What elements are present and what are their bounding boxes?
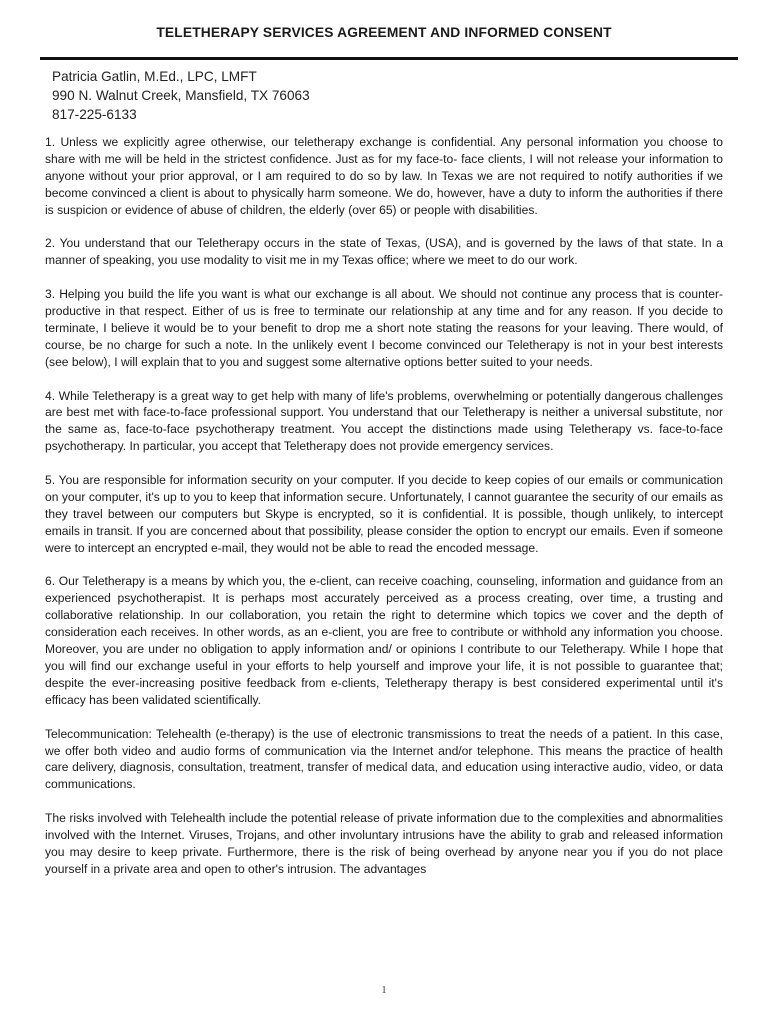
contact-block — [52, 67, 310, 124]
paragraph-jurisdiction: 2. You understand that our Teletherapy occurs in the state of Texas, (USA), and is governed by the laws of that state. In a manner of speaking, you use modality to visit me in my Texas office; where we meet to do our work. — [45, 236, 723, 268]
agreement-body — [45, 134, 723, 895]
office-address: 990 N. Walnut Creek, Mansfield, TX 76063 — [52, 88, 310, 103]
paragraph-limitations: 4. While Teletherapy is a great way to get help with many of life's problems, overwhelming or potentially dangerous challenges are best met with face-to-face professional support. You understand that our Teletherapy is neither a universal substitute, nor the same as, face-to-face psychotherapy treatment. You accept the distinctions made using Teletherapy vs. face-to-face psychotherapy. In particular, you accept that Teletherapy does not provide emergency services. — [45, 388, 723, 454]
title-divider — [40, 57, 738, 60]
page-number: 1 — [381, 985, 387, 996]
document-title: TELETHERAPY SERVICES AGREEMENT AND INFORMED CONSENT — [156, 25, 612, 40]
paragraph-risks: The risks involved with Telehealth include the potential release of private information due to the complexities and abnormalities involved with the Internet. Viruses, Trojans, and other involuntary intrusions have the ability to grab and released information you may desire to keep private. Furthermore, there is the risk of being overhead by anyone near you if you do not place yourself in a private area and open to other's intrusion. The advantages — [45, 811, 723, 876]
paragraph-telecommunication: Telecommunication: Telehealth (e-therapy) is the use of electronic transmissions to treat the needs of a patient. In this case, we offer both video and audio forms of communication via the Internet and/or telephone. This means the practice of health care delivery, diagnosis, consultation, treatment, transfer of medical data, and education using interactive audio, video, or data communications. — [45, 726, 723, 792]
phone-number: 817-225-6133 — [52, 107, 137, 122]
therapist-name: Patricia Gatlin, M.Ed., LPC, LMFT — [52, 69, 257, 84]
paragraph-teletherapy-nature: 6. Our Teletherapy is a means by which you, the e-client, can receive coaching, counseling, information and guidance from an experienced psychotherapist. It is perhaps most accurately perceived as a process creating, over time, a trusting and collaborative relationship. In our collaboration, you retain the right to determine which topics we cover and the depth of consideration each receives. In other words, as an e-client, you are free to contribute or withhold any information you choose. Moreover, you are under no obligation to apply information and/ or opinions I contribute to our Teletherapy. While I hope that you will find our exchange useful in your efforts to help yourself and improve your life, it is not possible to guarantee that; despite the ever-increasing positive feedback from e-clients, Teletherapy therapy is best considered experimental until it's efficacy has been validated scientifically. — [45, 574, 723, 707]
paragraph-information-security: 5. You are responsible for information security on your computer. If you decide to keep copies of our emails or communication on your computer, it's up to you to keep that information secure. Unfortunately, I cannot guarantee the security of our emails as they travel between our computers but Skype is encrypted, so it is confidential. It is possible, though unlikely, to intercept emails in transit. If you are concerned about that possibility, please consider the option to encrypt our emails. Even if someone were to intercept an encrypted e-mail, they would not be able to read the encoded message. — [45, 473, 723, 555]
paragraph-confidentiality: 1. Unless we explicitly agree otherwise, our teletherapy exchange is confidential. Any personal information you choose to share with me will be held in the strictest confidence. Just as for my face-to- face clients, I will not release your information to anyone without your prior approval, or I am required to do so by law. In Texas we are not required to notify authorities if we become convinced a client is about to physically harm someone. We do, however, have a duty to inform the authorities if there is suspicion or evidence of abuse of children, the elderly (over 65) or people with disabilities. — [45, 135, 723, 217]
paragraph-termination: 3. Helping you build the life you want is what our exchange is all about. We should not continue any process that is counter-productive in that respect. Either of us is free to terminate our relationship at any time and for any reason. If you decide to terminate, I believe it would be to your benefit to drop me a short note stating the reasons for your leaving. There would, of course, be no charge for such a note. In the unlikely event I become convinced our Teletherapy is not in your best interests (see below), I will explain that to you and suggest some alternative options better suited to your needs. — [45, 287, 723, 369]
